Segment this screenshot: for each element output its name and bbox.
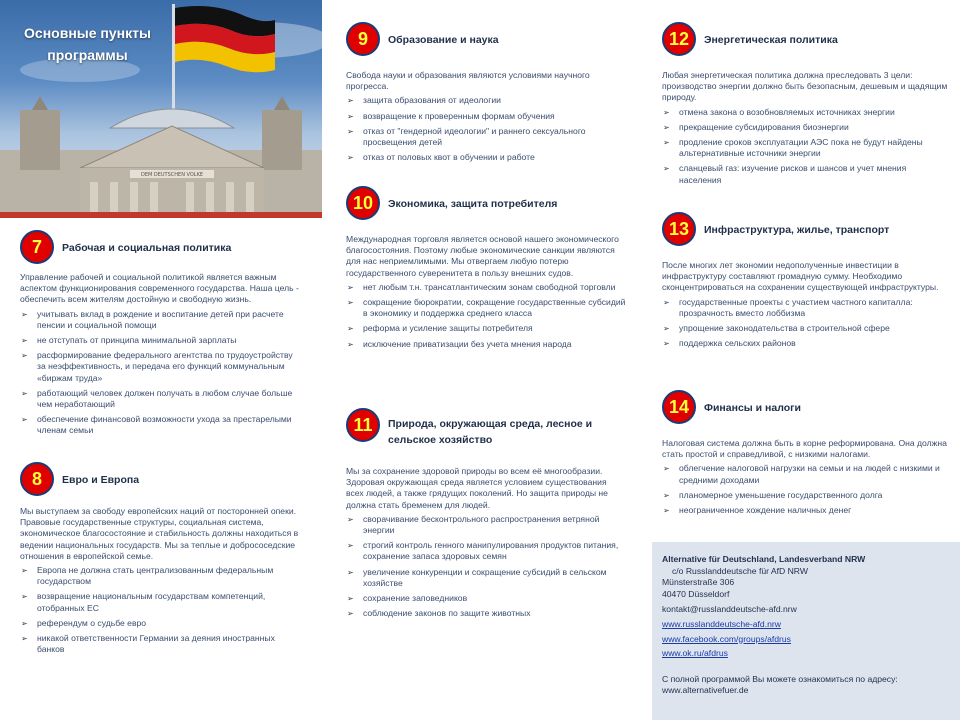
section-title: Энергетическая политика xyxy=(704,34,838,46)
section-title: Природа, окружающая среда, лесное и сельское хозяйство xyxy=(388,418,593,446)
list-item: ➢ защита образования от идеологии xyxy=(347,95,501,106)
arrow-bullet-icon: ➢ xyxy=(663,107,670,117)
section-title: Рабочая и социальная политика xyxy=(62,242,232,254)
care-of-line: c/o Russlanddeutsche für AfD NRW xyxy=(672,565,808,576)
section-number-badge: 10 xyxy=(346,186,380,220)
list-item: ➢ не отступать от принципа минимальной зарплаты xyxy=(21,335,237,346)
list-item: ➢ сокращение бюрократии, сокращение государственные субсидий в экономику и поддержка среднего класса xyxy=(347,297,626,319)
arrow-bullet-icon: ➢ xyxy=(21,336,28,346)
list-item: ➢ упрощение законодательства в строительной сфере xyxy=(663,323,890,334)
section-number-badge: 11 xyxy=(346,408,380,442)
arrow-bullet-icon: ➢ xyxy=(663,297,670,307)
section-title: Евро и Европа xyxy=(62,474,140,486)
bullet-list xyxy=(662,107,950,186)
arrow-bullet-icon: ➢ xyxy=(347,111,354,121)
arrow-bullet-icon: ➢ xyxy=(21,618,28,628)
section-8 xyxy=(20,462,300,659)
section-12 xyxy=(662,22,950,190)
list-item: ➢ неограниченное хождение наличных денег xyxy=(663,505,852,516)
list-item: ➢ государственные проекты с участием частного капиталла: прозрачность вместо лоббизма xyxy=(663,296,913,318)
list-item: ➢ отказ от "гендерной идеологии" и раннего сексуального просвещения детей xyxy=(347,125,586,148)
list-item: ➢ планомерное уменьшение государственного долга xyxy=(663,489,883,500)
list-item: ➢ референдум о судьбе евро xyxy=(21,617,147,628)
list-item: ➢ соблюдение законов по защите животных xyxy=(347,608,531,619)
section-number-badge: 14 xyxy=(662,390,696,424)
facebook-link[interactable]: www.facebook.com/groups/afdrus xyxy=(662,633,791,644)
arrow-bullet-icon: ➢ xyxy=(21,309,28,319)
section-11 xyxy=(346,406,626,623)
section-13 xyxy=(662,212,950,353)
arrow-bullet-icon: ➢ xyxy=(21,415,28,425)
arrow-bullet-icon: ➢ xyxy=(347,609,354,619)
list-item: ➢ отказ от половых квот в обучении и работе xyxy=(347,152,535,163)
section-intro: После многих лет экономии недополученные инвестиции в инфраструктуру составляют громадную сумму. Необходимо сконцентрироваться на сохранении существующей инфраструктуры. xyxy=(662,260,939,293)
list-item: ➢ учитывать вклад в рождение и воспитание детей при расчете пенсии и социальной помощи xyxy=(21,308,284,330)
contact-box xyxy=(652,542,960,720)
list-item: ➢ сворачивание бесконтрольного распространения ветряной энергии xyxy=(347,513,600,536)
section-intro: Любая энергетическая политика должна преследовать 3 цели: производство энергии должно быть безопасным, дешевым и щадящим природу. xyxy=(662,70,948,103)
arrow-bullet-icon: ➢ xyxy=(347,96,354,106)
bullet-list xyxy=(20,309,300,437)
list-item: ➢ нет любым т.н. трансатлантическим зонам свободной торговли xyxy=(347,281,616,292)
list-item: ➢ Европа не должна стать централизованным федеральным государством xyxy=(21,565,274,587)
bullet-list xyxy=(662,297,950,350)
list-item: ➢ строгий контроль генного манипулирования продуктов питания, сохранение запаса здоровых семян xyxy=(347,540,619,562)
list-item: ➢ прекращение субсидирования биоэнергии xyxy=(663,121,849,132)
section-9 xyxy=(346,22,626,167)
arrow-bullet-icon: ➢ xyxy=(663,122,670,132)
list-item: ➢ возвращение к проверенным формам обучения xyxy=(347,110,555,121)
list-item: ➢ отмена закона о возобновляемых источниках энергии xyxy=(663,106,895,117)
list-item: ➢ исключение приватизации без учета мнения народа xyxy=(347,338,572,349)
list-item: ➢ поддержка сельских районов xyxy=(663,338,796,349)
city-line: 40470 Düsseldorf xyxy=(662,588,730,599)
section-number-badge: 8 xyxy=(20,462,54,496)
list-item: ➢ сохранение заповедников xyxy=(347,593,468,604)
arrow-bullet-icon: ➢ xyxy=(663,324,670,334)
arrow-bullet-icon: ➢ xyxy=(663,490,670,500)
street-line: Münsterstraße 306 xyxy=(662,577,735,588)
section-number-badge: 12 xyxy=(662,22,696,56)
column-middle xyxy=(336,0,636,720)
list-item: ➢ обеспечение финансовой возможности ухода за престарелыми членам семьи xyxy=(21,414,292,436)
website-link[interactable]: www.russlanddeutsche-afd.nrw xyxy=(662,618,781,629)
section-title: Экономика, защита потребителя xyxy=(388,198,558,210)
bullet-list xyxy=(346,514,626,620)
section-intro: Свобода науки и образования являются условиями научного прогресса. xyxy=(346,70,590,92)
building-inscription: DEM DEUTSCHEN VOLKE xyxy=(140,172,204,178)
org-name: Alternative für Deutschland, Landesverband NRW xyxy=(662,554,866,564)
arrow-bullet-icon: ➢ xyxy=(663,164,670,174)
arrow-bullet-icon: ➢ xyxy=(347,541,354,551)
section-number-badge: 7 xyxy=(20,230,54,264)
arrow-bullet-icon: ➢ xyxy=(347,324,354,334)
section-intro: Мы выступаем за свободу европейских наций от посторонней опеки. Правовые государственные структуры, социальная система, экономическое благосостояние и стабильность должны находиться в ведении национальных государств. Мы за теплые и добрососедские отношения в европейской семье. xyxy=(20,506,299,561)
arrow-bullet-icon: ➢ xyxy=(347,594,354,604)
list-item: ➢ облегчение налоговой нагрузки на семьи и на людей с низкими и средними доходами xyxy=(663,463,940,485)
arrow-bullet-icon: ➢ xyxy=(21,351,28,361)
arrow-bullet-icon: ➢ xyxy=(21,592,28,602)
section-title: Образование и наука xyxy=(388,34,499,46)
arrow-bullet-icon: ➢ xyxy=(347,339,354,349)
header-image xyxy=(0,0,322,214)
arrow-bullet-icon: ➢ xyxy=(347,282,354,292)
column-left xyxy=(0,0,322,720)
email-text: kontakt@russlanddeutsche-afd.nrw xyxy=(662,604,797,615)
arrow-bullet-icon: ➢ xyxy=(347,514,354,524)
bullet-list xyxy=(662,463,950,516)
arrow-bullet-icon: ➢ xyxy=(663,506,670,516)
section-number-badge: 9 xyxy=(346,22,380,56)
full-program-note: С полной программой Вы можете ознакомиться по адресу: xyxy=(662,673,898,684)
section-7 xyxy=(20,230,300,441)
bullet-list xyxy=(346,282,626,350)
list-item: ➢ увеличение конкуренции и сокращение субсидий в сельском хозяйстве xyxy=(347,566,607,588)
section-intro: Международная торговля является основой нашего экономического благосостояния. Поэтому любые экономические санкции являются для нас неприемлимыми. Мы отвергаем любую потерю государственного суверенитета в пользу внешних судов. xyxy=(346,234,619,278)
list-item: ➢ возвращение национальным государствам компетенций, отобранных ЕС xyxy=(21,591,266,613)
section-title: Инфраструктура, жилье, транспорт xyxy=(704,224,890,236)
arrow-bullet-icon: ➢ xyxy=(347,153,354,163)
section-intro: Налоговая система должна быть в корне реформирована. Она должна стать простой и справедливой, с низкими налогами. xyxy=(662,438,947,460)
section-title: Финансы и налоги xyxy=(704,402,801,414)
list-item: ➢ никакой ответственности Германии за деяния иностранных банков xyxy=(21,633,275,655)
section-intro: Управление рабочей и социальной политикой является важным аспектом функционирования современного государства. Наша цель - обеспечить всем жителям достойную и свободную жизнь. xyxy=(20,272,299,305)
full-program-url: www.alternativefuer.de xyxy=(662,685,749,696)
section-number-badge: 13 xyxy=(662,212,696,246)
section-14 xyxy=(662,390,950,520)
list-item: ➢ продление сроков эксплуатации АЭС пока не будут найдены альтернативные источники энергии xyxy=(663,137,923,159)
list-item: ➢ расформирование федерального агентства по трудоустройству за неэффективность, и передача его функций коммунальным «биржам труда» xyxy=(21,350,293,383)
section-intro: Мы за сохранение здоровой природы во всем её многообразии. Здоровая окружающая среда является условием существования всех людей, а также грядущих поколений. Но защита природы не должна стать бременем для людей. xyxy=(346,466,608,510)
arrow-bullet-icon: ➢ xyxy=(663,339,670,349)
page-title: Основные пункты программы xyxy=(24,25,151,63)
arrow-bullet-icon: ➢ xyxy=(347,298,354,308)
arrow-bullet-icon: ➢ xyxy=(663,464,670,474)
section-10 xyxy=(346,186,626,354)
ok-link[interactable]: www.ok.ru/afdrus xyxy=(662,648,728,659)
list-item: ➢ работающий человек должен получать в любом случае больше чем неработающий xyxy=(21,387,293,410)
bullet-list xyxy=(346,95,626,163)
list-item: ➢ сланцевый газ: изучение рисков и шансов и учет мнения населения xyxy=(663,163,907,185)
arrow-bullet-icon: ➢ xyxy=(347,567,354,577)
arrow-bullet-icon: ➢ xyxy=(21,634,28,644)
arrow-bullet-icon: ➢ xyxy=(663,138,670,148)
arrow-bullet-icon: ➢ xyxy=(347,126,354,136)
accent-bar xyxy=(0,212,322,218)
bullet-list xyxy=(20,565,300,655)
arrow-bullet-icon: ➢ xyxy=(21,388,28,398)
list-item: ➢ реформа и усиление защиты потребителя xyxy=(347,323,533,334)
arrow-bullet-icon: ➢ xyxy=(21,566,28,576)
